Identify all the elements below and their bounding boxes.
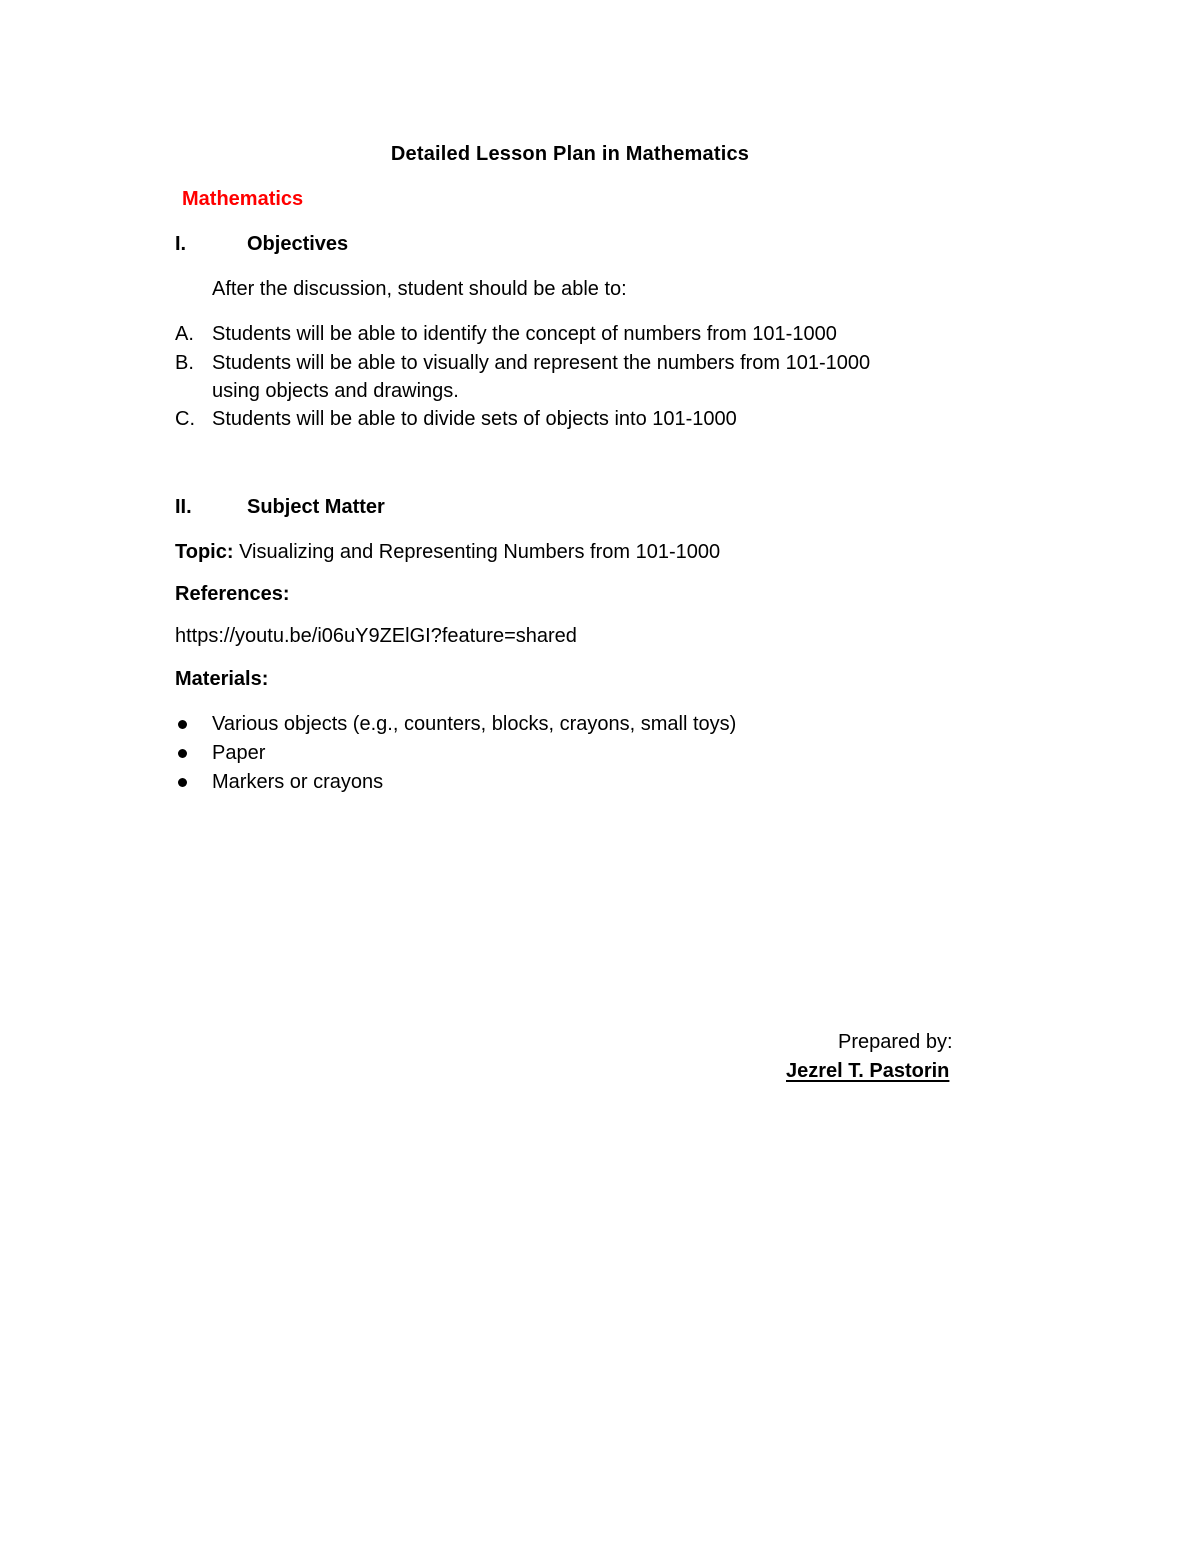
objective-marker-b: B. xyxy=(175,352,194,374)
subject-label: Mathematics xyxy=(182,188,304,210)
subject-matter-heading: Subject Matter xyxy=(247,496,385,518)
objectives-numeral: I. xyxy=(175,233,187,255)
prepared-by-label: Prepared by: xyxy=(838,1031,953,1053)
objective-item-c: Students will be able to divide sets of objects into 101-1000 xyxy=(212,408,737,430)
bullet-icon xyxy=(178,778,187,787)
bullet-icon xyxy=(178,749,187,758)
objectives-intro: After the discussion, student should be able to: xyxy=(212,278,627,300)
objective-item-b-continued: using objects and drawings. xyxy=(212,380,459,402)
topic-label: Topic: xyxy=(175,541,234,563)
objective-item-b: Students will be able to visually and represent the numbers from 101-1000 xyxy=(212,352,871,374)
references-label: References: xyxy=(175,583,290,605)
material-item: Markers or crayons xyxy=(212,771,384,793)
subject-matter-numeral: II. xyxy=(175,496,192,518)
material-item: Various objects (e.g., counters, blocks, crayons, small toys) xyxy=(212,713,737,735)
topic-line xyxy=(175,541,720,564)
objective-marker-c: C. xyxy=(175,408,195,430)
objective-marker-a: A. xyxy=(175,323,194,345)
objectives-heading: Objectives xyxy=(247,233,349,255)
objective-item-a: Students will be able to identify the concept of numbers from 101-1000 xyxy=(212,323,837,345)
document-title: Detailed Lesson Plan in Mathematics xyxy=(390,143,750,165)
reference-link[interactable]: https://youtu.be/i06uY9ZElGI?feature=shared xyxy=(175,625,577,647)
topic-value: Visualizing and Representing Numbers from 101-1000 xyxy=(239,541,721,563)
materials-label: Materials: xyxy=(175,668,269,690)
author-name: Jezrel T. Pastorin xyxy=(786,1060,950,1082)
material-item: Paper xyxy=(212,742,266,764)
bullet-icon xyxy=(178,720,187,729)
